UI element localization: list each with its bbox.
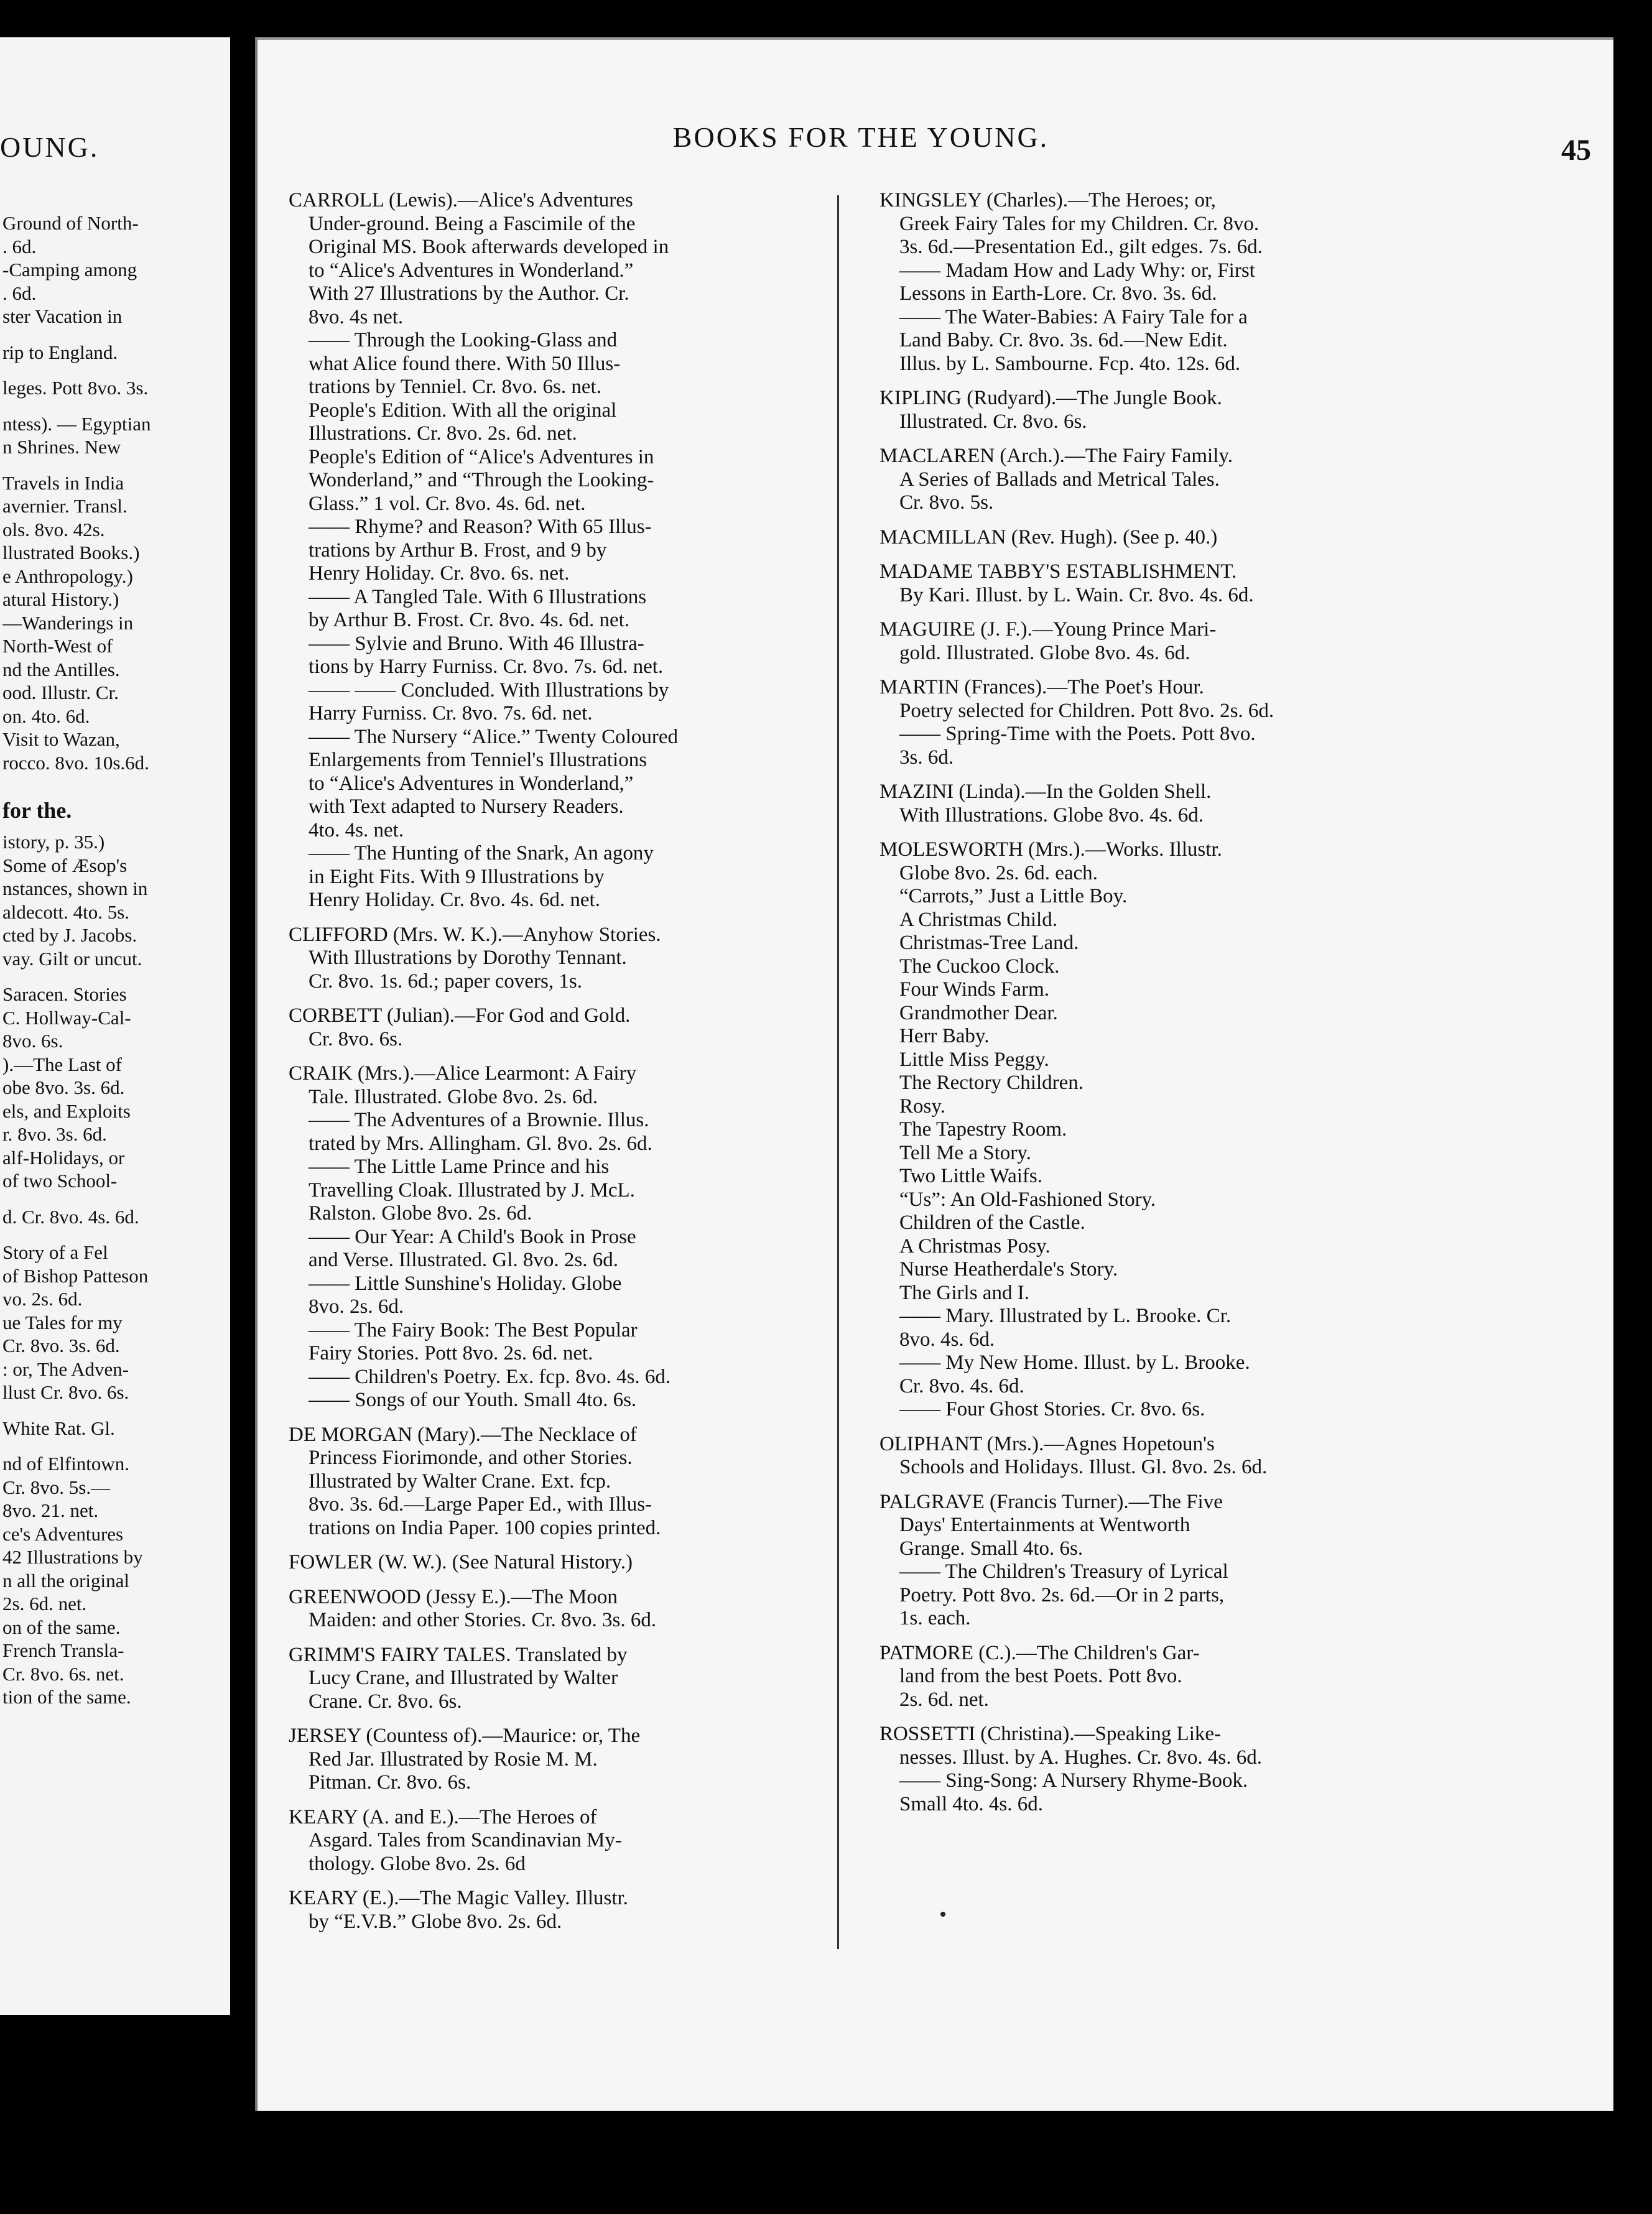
entry-line: 1s. each. — [899, 1607, 971, 1629]
entry-line: 3s. 6d.—Presentation Ed., gilt edges. 7s. 6d. — [899, 236, 1263, 258]
entry-line: Herr Baby. — [899, 1025, 990, 1047]
entry-line: —— Little Sunshine's Holiday. Globe — [309, 1272, 622, 1295]
facing-page-line: Saracen. Stories — [2, 983, 127, 1005]
entry-heading-line: KIPLING (Rudyard).—The Jungle Book. — [879, 387, 1222, 409]
entry-line: Tell Me a Story. — [899, 1141, 1031, 1164]
entry-line: Grange. Small 4to. 6s. — [899, 1537, 1084, 1560]
catalogue-entry — [289, 1887, 824, 1934]
facing-page-line: of two School- — [2, 1170, 118, 1192]
entry-line: —— Through the Looking-Glass and — [309, 329, 618, 351]
facing-page-line: Cr. 8vo. 6s. net. — [2, 1662, 124, 1685]
entry-line: Maiden: and other Stories. Cr. 8vo. 3s. 6d. — [309, 1609, 657, 1631]
catalogue-entry — [289, 1644, 824, 1714]
column-divider — [837, 195, 839, 1949]
facing-page-line: e Anthropology.) — [2, 565, 133, 587]
facing-page-line: avernier. Transl. — [2, 495, 128, 517]
facing-page-line: -Camping among — [2, 259, 137, 280]
entry-heading-line: MAGUIRE (J. F.).—Young Prince Mari- — [879, 618, 1217, 641]
entry-line: Nurse Heatherdale's Story. — [899, 1258, 1118, 1281]
entry-line: Little Miss Peggy. — [899, 1048, 1049, 1071]
entry-line: —— Children's Poetry. Ex. fcp. 8vo. 4s. 6d. — [309, 1365, 671, 1388]
facing-page-line — [2, 1228, 230, 1241]
facing-page-line: French Transla- — [2, 1639, 124, 1661]
catalogue-entry — [289, 1725, 824, 1795]
facing-page-line: llust Cr. 8vo. 6s. — [2, 1381, 129, 1403]
entry-line: Two Little Waifs. — [899, 1165, 1042, 1187]
entry-line: land from the best Poets. Pott 8vo. — [899, 1665, 1182, 1687]
facing-page-line: d. Cr. 8vo. 4s. 6d. — [2, 1205, 139, 1228]
entry-line: The Tapestry Room. — [899, 1118, 1067, 1141]
entry-line: “Carrots,” Just a Little Boy. — [899, 885, 1128, 907]
entry-line: Enlargements from Tenniel's Illustrations — [309, 749, 647, 771]
facing-page-line: : or, The Adven- — [2, 1358, 129, 1380]
facing-page-line: ue Tales for my — [2, 1311, 123, 1333]
facing-page-header: OUNG. — [0, 131, 100, 163]
entry-heading-line: MAZINI (Linda).—In the Golden Shell. — [879, 780, 1212, 803]
facing-page-line: vay. Gilt or uncut. — [2, 947, 142, 970]
entry-line: trated by Mrs. Allingham. Gl. 8vo. 2s. 6d. — [309, 1132, 652, 1155]
entry-line: —— A Tangled Tale. With 6 Illustrations — [309, 585, 647, 608]
facing-page-line: 8vo. 6s. — [2, 1030, 63, 1052]
catalogue-entry — [879, 526, 1414, 550]
entry-heading-line: MADAME TABBY'S ESTABLISHMENT. — [879, 560, 1237, 583]
entry-line: —— The Nursery “Alice.” Twenty Coloured — [309, 725, 678, 748]
entry-line: Cr. 8vo. 1s. 6d.; paper covers, 1s. — [309, 970, 582, 993]
entry-line: Under-ground. Being a Fascimile of the — [309, 212, 636, 235]
catalogue-entry — [289, 1806, 824, 1876]
page-number: 45 — [1561, 134, 1591, 167]
facing-page-line — [2, 774, 230, 787]
entry-line: Cr. 8vo. 5s. — [899, 491, 994, 514]
facing-page-line: Some of Æsop's — [2, 854, 128, 876]
catalogue-entry — [289, 924, 824, 994]
entry-line: Fairy Stories. Pott 8vo. 2s. 6d. net. — [309, 1342, 593, 1364]
entry-line: trations by Tenniel. Cr. 8vo. 6s. net. — [309, 376, 601, 398]
entry-line: Cr. 8vo. 6s. — [309, 1027, 403, 1050]
entry-heading-line: CLIFFORD (Mrs. W. K.).—Anyhow Stories. — [289, 923, 661, 946]
facing-page-line: Cr. 8vo. 3s. 6d. — [2, 1335, 120, 1356]
facing-page-line: leges. Pott 8vo. 3s. — [2, 377, 149, 399]
entry-line: With Illustrations. Globe 8vo. 4s. 6d. — [899, 804, 1204, 827]
catalogue-entry — [289, 1586, 824, 1633]
entry-line: —— The Water-Babies: A Fairy Tale for a — [899, 305, 1248, 328]
facing-page-line: istory, p. 35.) — [2, 831, 105, 853]
entry-line: Globe 8vo. 2s. 6d. each. — [899, 861, 1098, 884]
left-column — [289, 189, 824, 1945]
entry-heading-line: CORBETT (Julian).—For God and Gold. — [289, 1004, 631, 1027]
entry-heading-line: KINGSLEY (Charles).—The Heroes; or, — [879, 189, 1216, 211]
entry-line: —— Mary. Illustrated by L. Brooke. Cr. — [899, 1305, 1232, 1327]
facing-page-line: 8vo. 21. net. — [2, 1499, 99, 1521]
catalogue-entry — [879, 560, 1414, 607]
facing-page-line — [2, 400, 230, 412]
facing-page-line — [2, 459, 230, 471]
book-page — [255, 37, 1613, 2111]
entry-line: —— Sylvie and Bruno. With 46 Illustra- — [309, 632, 644, 655]
entry-line: —— —— Concluded. With Illustrations by — [309, 679, 669, 702]
facing-page-line: —Wanderings in — [2, 611, 134, 634]
entry-line: nesses. Illust. by A. Hughes. Cr. 8vo. 4s. 6d. — [899, 1746, 1263, 1769]
entry-line: Harry Furniss. Cr. 8vo. 7s. 6d. net. — [309, 702, 593, 725]
entry-line: tions by Harry Furniss. Cr. 8vo. 7s. 6d. net. — [309, 655, 664, 678]
entry-heading-line: ROSSETTI (Christina).—Speaking Like- — [879, 1723, 1222, 1745]
catalogue-entry — [879, 1433, 1414, 1480]
entry-line: by Arthur B. Frost. Cr. 8vo. 4s. 6d. net. — [309, 609, 630, 631]
entry-line: —— Madam How and Lady Why: or, First — [899, 259, 1255, 282]
entry-line: with Text adapted to Nursery Readers. — [309, 795, 624, 818]
entry-line: —— Rhyme? and Reason? With 65 Illus- — [309, 516, 652, 538]
entry-line: and Verse. Illustrated. Gl. 8vo. 2s. 6d. — [309, 1249, 618, 1271]
entry-line: Days' Entertainments at Wentworth — [899, 1514, 1190, 1536]
entry-heading-line: CARROLL (Lewis).—Alice's Adventures — [289, 189, 633, 211]
facing-page-line: nd of Elfintown. — [2, 1453, 130, 1475]
entry-line: —— The Fairy Book: The Best Popular — [309, 1318, 638, 1341]
entry-line: Asgard. Tales from Scandinavian My- — [309, 1829, 622, 1851]
entry-line: Wonderland,” and “Through the Looking- — [309, 469, 654, 491]
facing-page-line — [2, 364, 230, 376]
facing-page-line: nstances, shown in — [2, 878, 148, 899]
entry-line: Red Jar. Illustrated by Rosie M. M. — [309, 1748, 598, 1771]
catalogue-entry — [289, 1424, 824, 1540]
entry-line: in Eight Fits. With 9 Illustrations by — [309, 865, 605, 888]
entry-heading-line: MACMILLAN (Rev. Hugh). (See p. 40.) — [879, 526, 1218, 549]
entry-heading-line: DE MORGAN (Mary).—The Necklace of — [289, 1423, 637, 1446]
entry-line: Travelling Cloak. Illustrated by J. McL. — [309, 1179, 635, 1202]
entry-line: By Kari. Illust. by L. Wain. Cr. 8vo. 4s. 6d. — [899, 583, 1254, 606]
facing-page-line: ntess). — Egyptian — [2, 412, 151, 435]
entry-heading-line: GRIMM'S FAIRY TALES. Translated by — [289, 1643, 628, 1666]
entry-heading-line: FOWLER (W. W.). (See Natural History.) — [289, 1551, 633, 1573]
entry-line: Schools and Holidays. Illust. Gl. 8vo. 2s. 6d. — [899, 1456, 1268, 1478]
facing-page-line: vo. 2s. 6d. — [2, 1288, 83, 1310]
entry-line: Small 4to. 4s. 6d. — [899, 1792, 1044, 1815]
facing-page-line: cted by J. Jacobs. — [2, 924, 137, 946]
entry-line: Glass.” 1 vol. Cr. 8vo. 4s. 6d. net. — [309, 492, 586, 515]
entry-heading-line: MARTIN (Frances).—The Poet's Hour. — [879, 676, 1204, 698]
running-title: BOOKS FOR THE YOUNG. — [672, 121, 1049, 153]
facing-page-line — [2, 328, 230, 341]
entry-line: —— My New Home. Illust. by L. Brooke. — [899, 1351, 1250, 1374]
facing-page-line: for the. — [2, 799, 72, 823]
entry-line: —— Sing-Song: A Nursery Rhyme-Book. — [899, 1769, 1248, 1792]
entry-line: Poetry. Pott 8vo. 2s. 6d.—Or in 2 parts, — [899, 1583, 1225, 1606]
entry-heading-line: PATMORE (C.).—The Children's Gar- — [879, 1641, 1200, 1664]
facing-page-line: tion of the same. — [2, 1686, 131, 1708]
entry-line: The Cuckoo Clock. — [899, 955, 1060, 978]
facing-page-line: rocco. 8vo. 10s.6d. — [2, 751, 149, 774]
entry-line: With Illustrations by Dorothy Tennant. — [309, 947, 627, 969]
facing-page-line — [2, 1193, 230, 1205]
entry-line: A Series of Ballads and Metrical Tales. — [899, 468, 1220, 491]
catalogue-entry — [879, 780, 1414, 827]
entry-heading-line: MOLESWORTH (Mrs.).—Works. Illustr. — [879, 838, 1222, 861]
facing-page-fragment — [0, 37, 230, 2015]
entry-line: 8vo. 4s. 6d. — [899, 1328, 995, 1351]
catalogue-entry — [289, 1004, 824, 1051]
entry-heading-line: MACLAREN (Arch.).—The Fairy Family. — [879, 445, 1233, 467]
entry-line: Ralston. Globe 8vo. 2s. 6d. — [309, 1202, 532, 1225]
entry-line: People's Edition of “Alice's Adventures in — [309, 445, 654, 468]
facing-page-line — [2, 970, 230, 983]
entry-line: Poetry selected for Children. Pott 8vo. 2s. 6d. — [899, 699, 1274, 722]
entry-heading-line: PALGRAVE (Francis Turner).—The Five — [879, 1490, 1223, 1513]
entry-line: 8vo. 3s. 6d.—Large Paper Ed., with Illus- — [309, 1493, 652, 1516]
catalogue-entry — [879, 618, 1414, 665]
entry-line: People's Edition. With all the original — [309, 399, 617, 422]
facing-page-line — [2, 1404, 230, 1417]
entry-line: Henry Holiday. Cr. 8vo. 6s. net. — [309, 562, 570, 585]
facing-page-line: Story of a Fel — [2, 1241, 108, 1263]
entry-line: —— The Children's Treasury of Lyrical — [899, 1560, 1228, 1583]
facing-page-line: 2s. 6d. net. — [2, 1593, 87, 1614]
entry-line: Rosy. — [899, 1095, 945, 1118]
entry-line: Illustrated by Walter Crane. Ext. fcp. — [309, 1470, 611, 1493]
entry-line: Pitman. Cr. 8vo. 6s. — [309, 1771, 471, 1794]
entry-line: 3s. 6d. — [899, 746, 954, 769]
facing-page-line: ood. Illustr. Cr. — [2, 682, 119, 703]
catalogue-entry — [879, 387, 1414, 433]
entry-line: Children of the Castle. — [899, 1211, 1085, 1234]
entry-line: thology. Globe 8vo. 2s. 6d — [309, 1852, 526, 1875]
entry-line: to “Alice's Adventures in Wonderland,” — [309, 772, 634, 795]
entry-line: by “E.V.B.” Globe 8vo. 2s. 6d. — [309, 1910, 562, 1933]
entry-line: to “Alice's Adventures in Wonderland.” — [309, 259, 634, 282]
catalogue-entry — [289, 1551, 824, 1575]
entry-line: The Rectory Children. — [899, 1072, 1084, 1094]
entry-line: trations on India Paper. 100 copies printed. — [309, 1516, 661, 1539]
entry-line: —— Our Year: A Child's Book in Prose — [309, 1225, 636, 1248]
entry-line: gold. Illustrated. Globe 8vo. 4s. 6d. — [899, 641, 1190, 664]
entry-line: Original MS. Book afterwards developed in — [309, 236, 669, 258]
facing-page-line — [2, 1440, 230, 1452]
facing-page-line: ster Vacation in — [2, 305, 123, 327]
entry-line: what Alice found there. With 50 Illus- — [309, 352, 621, 375]
entry-line: Land Baby. Cr. 8vo. 3s. 6d.—New Edit. — [899, 329, 1228, 351]
facing-page-line: n all the original — [2, 1569, 130, 1591]
facing-page-line: llustrated Books.) — [2, 542, 140, 563]
facing-page-line: Cr. 8vo. 5s.— — [2, 1476, 111, 1498]
entry-heading-line: GREENWOOD (Jessy E.).—The Moon — [289, 1585, 618, 1608]
entry-line: Lessons in Earth-Lore. Cr. 8vo. 3s. 6d. — [899, 282, 1217, 305]
facing-page-line: rip to England. — [2, 341, 118, 363]
entry-line: “Us”: An Old-Fashioned Story. — [899, 1188, 1156, 1211]
facing-page-line: ce's Adventures — [2, 1522, 124, 1545]
entry-heading-line: KEARY (E.).—The Magic Valley. Illustr. — [289, 1887, 628, 1909]
right-column — [879, 189, 1414, 1827]
entry-line: —— The Adventures of a Brownie. Illus. — [309, 1109, 649, 1131]
entry-heading-line: CRAIK (Mrs.).—Alice Learmont: A Fairy — [289, 1062, 637, 1085]
entry-line: The Girls and I. — [899, 1281, 1029, 1304]
entry-line: Illus. by L. Sambourne. Fcp. 4to. 12s. 6d. — [899, 352, 1241, 375]
facing-page-line: els, and Exploits — [2, 1100, 131, 1122]
entry-line: —— Four Ghost Stories. Cr. 8vo. 6s. — [899, 1398, 1205, 1420]
page-mark — [940, 1912, 945, 1917]
catalogue-entry — [879, 189, 1414, 376]
entry-line: 4to. 4s. net. — [309, 818, 404, 841]
entry-line: Henry Holiday. Cr. 8vo. 4s. 6d. net. — [309, 889, 600, 911]
entry-line: 8vo. 2s. 6d. — [309, 1295, 404, 1318]
facing-page-line: n Shrines. New — [2, 436, 121, 458]
facing-page-line: obe 8vo. 3s. 6d. — [2, 1077, 125, 1098]
facing-page-line: ).—The Last of — [2, 1053, 122, 1075]
facing-page-line: Visit to Wazan, — [2, 728, 120, 750]
entry-line: trations by Arthur B. Frost, and 9 by — [309, 539, 607, 562]
facing-page-line: Ground of North- — [2, 212, 139, 234]
entry-line: A Christmas Posy. — [899, 1234, 1051, 1258]
catalogue-entry — [289, 189, 824, 912]
entry-line: —— The Little Lame Prince and his — [309, 1156, 610, 1178]
catalogue-entry — [879, 1642, 1414, 1712]
facing-page-line: . 6d. — [2, 235, 37, 257]
facing-page-line: nd the Antilles. — [2, 658, 120, 680]
entry-line: Tale. Illustrated. Globe 8vo. 2s. 6d. — [309, 1085, 598, 1108]
facing-page-line: North-West of — [2, 635, 113, 657]
facing-page-line: r. 8vo. 3s. 6d. — [2, 1123, 107, 1145]
entry-line: Crane. Cr. 8vo. 6s. — [309, 1690, 462, 1713]
facing-page-line: Travels in India — [2, 471, 124, 494]
facing-page-line: on. 4to. 6d. — [2, 705, 90, 727]
catalogue-entry — [879, 1723, 1414, 1816]
facing-page-line: alf-Holidays, or — [2, 1146, 125, 1169]
facing-page-line: on of the same. — [2, 1616, 121, 1638]
entry-line: Princess Fiorimonde, and other Stories. — [309, 1447, 633, 1469]
entry-line: Illustrated. Cr. 8vo. 6s. — [899, 410, 1087, 433]
entry-line: —— The Hunting of the Snark, An agony — [309, 842, 654, 864]
entry-line: Lucy Crane, and Illustrated by Walter — [309, 1667, 618, 1689]
entry-line: With 27 Illustrations by the Author. Cr. — [309, 282, 629, 305]
facing-page-line: White Rat. Gl. — [2, 1417, 115, 1439]
entry-line: Four Winds Farm. — [899, 978, 1049, 1001]
entry-line: Cr. 8vo. 4s. 6d. — [899, 1374, 1024, 1397]
facing-page-line: aldecott. 4to. 5s. — [2, 901, 130, 923]
entry-line: 2s. 6d. net. — [899, 1688, 989, 1711]
entry-line: 8vo. 4s net. — [309, 305, 404, 328]
entry-heading-line: JERSEY (Countess of).—Maurice: or, The — [289, 1725, 641, 1747]
entry-line: Christmas-Tree Land. — [899, 932, 1079, 954]
entry-line: Illustrations. Cr. 8vo. 2s. 6d. net. — [309, 422, 577, 445]
facing-page-line: C. Hollway-Cal- — [2, 1006, 131, 1029]
catalogue-entry — [879, 838, 1414, 1422]
facing-page-line: ols. 8vo. 42s. — [2, 518, 105, 540]
facing-page-text — [2, 211, 230, 1709]
entry-heading-line: OLIPHANT (Mrs.).—Agnes Hopetoun's — [879, 1432, 1215, 1455]
entry-line: —— Songs of our Youth. Small 4to. 6s. — [309, 1389, 637, 1411]
catalogue-entry — [289, 1062, 824, 1412]
entry-line: A Christmas Child. — [899, 908, 1057, 931]
facing-page-line: 42 Illustrations by — [2, 1546, 143, 1568]
catalogue-entry — [879, 676, 1414, 769]
facing-page-line: atural History.) — [2, 588, 119, 610]
facing-page-line: of Bishop Patteson — [2, 1264, 149, 1287]
facing-page-line: . 6d. — [2, 282, 37, 304]
entry-line: —— Spring-Time with the Poets. Pott 8vo. — [899, 723, 1256, 745]
catalogue-entry — [879, 445, 1414, 515]
catalogue-entry — [879, 1491, 1414, 1631]
entry-line: Greek Fairy Tales for my Children. Cr. 8vo. — [899, 212, 1260, 235]
entry-line: Grandmother Dear. — [899, 1001, 1058, 1024]
entry-heading-line: KEARY (A. and E.).—The Heroes of — [289, 1805, 597, 1828]
